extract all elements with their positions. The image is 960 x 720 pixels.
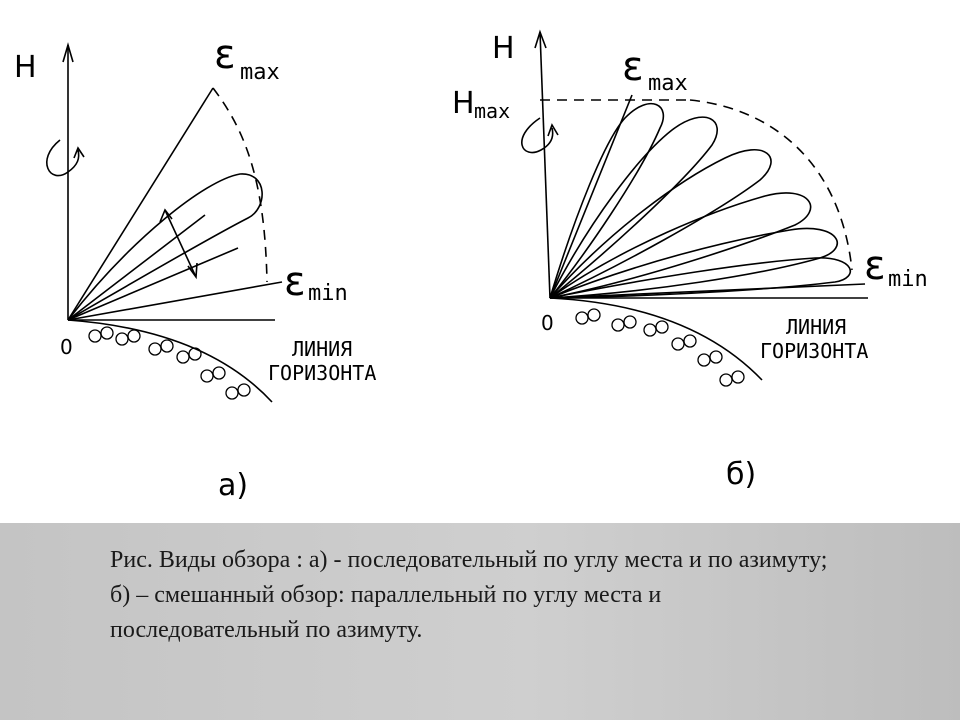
horizon-label-b-2: ГОРИЗОНТА bbox=[760, 339, 869, 363]
eps-min-sub-a: min bbox=[308, 281, 348, 306]
origin-b: 0 bbox=[541, 311, 554, 335]
horizon-label-a-2: ГОРИЗОНТА bbox=[268, 361, 377, 385]
beam-a-1 bbox=[68, 215, 205, 320]
horizon-label-b-1: ЛИНИЯ bbox=[786, 315, 847, 339]
caption-panel bbox=[0, 523, 960, 720]
eps-max-symbol-b: ε bbox=[622, 44, 644, 90]
envelope-a bbox=[213, 88, 267, 282]
earth-curve-b bbox=[550, 298, 762, 380]
panel-label-b: б) bbox=[726, 457, 757, 492]
lobe-b-6 bbox=[550, 258, 850, 298]
h-label-b: H bbox=[492, 31, 515, 66]
eps-min-symbol-b: ε bbox=[864, 243, 886, 289]
beam-eps-max-a bbox=[68, 88, 213, 320]
origin-a: 0 bbox=[60, 335, 73, 359]
lobe-b-1 bbox=[550, 104, 663, 298]
hmax-sub-b: max bbox=[474, 99, 511, 123]
beam-eps-min-b bbox=[550, 284, 865, 298]
figure-a bbox=[47, 45, 282, 402]
envelope-b bbox=[690, 100, 852, 270]
h-label-a: H bbox=[14, 50, 37, 85]
earth-curve-a bbox=[68, 320, 272, 402]
panel-label-a: а) bbox=[218, 468, 249, 503]
hmax-label-b: H bbox=[452, 86, 475, 121]
eps-min-symbol-a: ε bbox=[284, 259, 306, 305]
ground-clutter-a bbox=[89, 327, 250, 399]
eps-min-sub-b: min bbox=[888, 267, 928, 292]
eps-max-sub-b: max bbox=[648, 71, 688, 96]
eps-max-symbol-a: ε bbox=[214, 32, 236, 78]
beam-a-2 bbox=[68, 248, 238, 320]
h-axis-b bbox=[540, 32, 550, 298]
eps-max-sub-a: max bbox=[240, 60, 280, 85]
ground-clutter-b bbox=[576, 309, 744, 386]
horizon-label-a-1: ЛИНИЯ bbox=[292, 337, 353, 361]
figure-caption: Рис. Виды обзора : а) - последовательный по углу места и по азимуту; б) – смешанный обзор: параллельный по углу места и последовательный по азимуту. bbox=[110, 547, 828, 643]
